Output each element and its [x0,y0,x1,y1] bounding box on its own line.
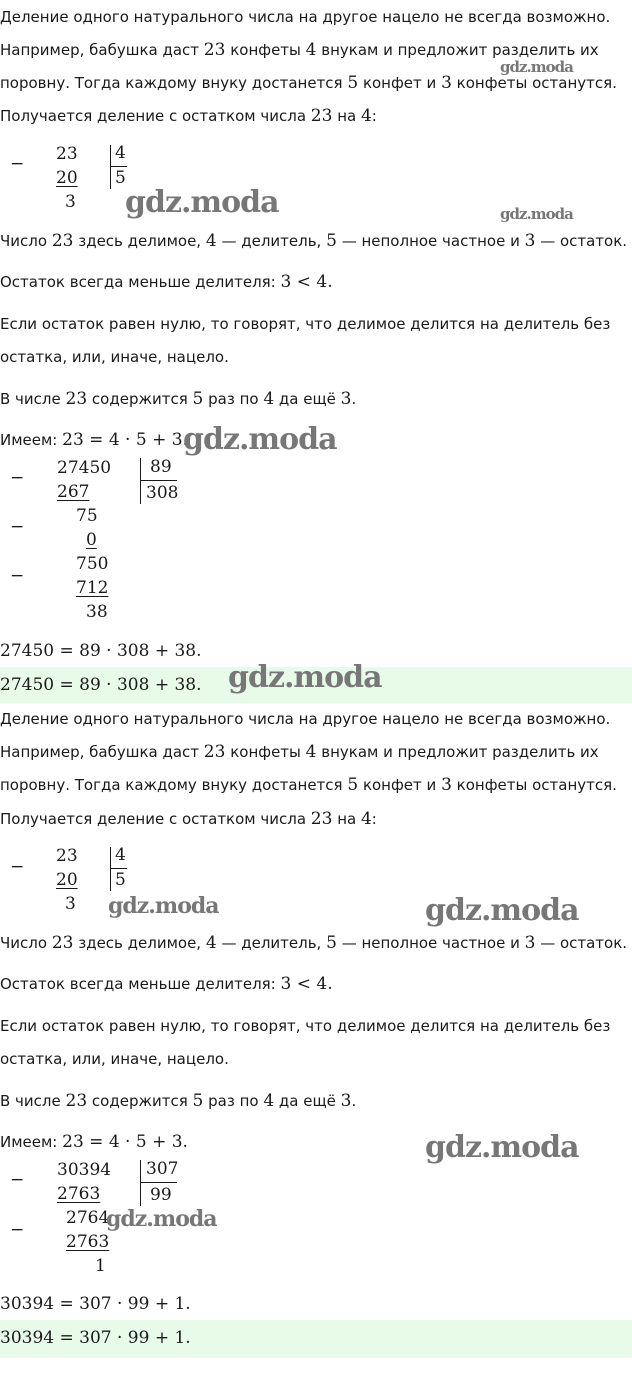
text-line: Если остаток равен нулю, то говорят, что делимое делится на делитель без [0,315,611,333]
division-bar [140,1160,141,1206]
subtrahend: 20 [56,870,78,890]
dividend: 23 [56,846,78,866]
result-equation-highlighted: 30394 = 307 · 99 + 1. [0,1328,191,1348]
subtrahend: 267 [57,482,90,502]
quotient: 99 [150,1185,172,1205]
remainder: 3 [65,894,76,914]
text-line: Остаток всегда меньше делителя: 3 < 4. [0,272,333,292]
quotient: 308 [146,483,179,503]
partial-remainder: 750 [76,554,109,574]
watermark: gdz.moda [108,893,219,919]
minus-sign: − [10,1170,25,1190]
division-bar [110,145,111,189]
result-equation: 27450 = 89 · 308 + 38. [0,641,202,661]
text-line: В числе 23 содержится 5 раз по 4 да ещё 3. [0,389,357,409]
watermark: gdz.moda [125,185,279,220]
division-bar [140,458,141,504]
text-line: Например, бабушка даст 23 конфеты 4 внукам и предложит разделить их [0,40,599,60]
subtrahend: 712 [76,578,109,598]
watermark: gdz.moda [106,1206,217,1232]
dividend: 23 [56,144,78,164]
watermark: gdz.moda [183,422,337,457]
divisor: 4 [115,845,126,865]
remainder: 3 [65,192,76,212]
text-line: Получается деление с остатком числа 23 на 4: [0,106,377,126]
dividend: 27450 [57,458,112,478]
text-line: Деление одного натурального числа на другое нацело не всегда возможно. [0,8,611,26]
result-equation: 30394 = 307 · 99 + 1. [0,1294,191,1314]
divisor-line [111,868,127,869]
minus-sign: − [10,154,25,174]
text-line: Число 23 здесь делимое, 4 — делитель, 5 — неполное частное и 3 — остаток. [0,933,628,953]
text-line: Если остаток равен нулю, то говорят, что делимое делится на делитель без [0,1017,611,1035]
watermark: gdz.moda [500,58,573,76]
minus-sign: − [10,566,25,586]
minus-sign: − [10,517,25,537]
subtrahend: 2763 [66,1232,110,1252]
divisor-line [141,480,177,481]
text-line: Деление одного натурального числа на другое нацело не всегда возможно. [0,710,611,728]
remainder: 38 [86,602,108,622]
divisor: 89 [150,457,172,477]
partial-remainder: 75 [76,506,98,526]
text-line: поровну. Тогда каждому внуку достанется 5 конфет и 3 конфеты останутся. [0,73,617,93]
watermark: gdz.moda [228,660,382,695]
text-line: Имеем: 23 = 4 · 5 + 3. [0,430,188,450]
subtrahend: 2763 [57,1184,101,1204]
text-line: В числе 23 содержится 5 раз по 4 да ещё 3. [0,1091,357,1111]
text-line: остатка, или, иначе, нацело. [0,1050,229,1068]
division-bar [110,847,111,891]
minus-sign: − [10,857,25,877]
text-line: поровну. Тогда каждому внуку достанется 5 конфет и 3 конфеты останутся. [0,775,617,795]
divisor-line [111,166,127,167]
result-equation-highlighted: 27450 = 89 · 308 + 38. [0,675,202,695]
subtrahend: 0 [86,530,97,550]
watermark: gdz.moda [425,893,579,928]
divisor-line [141,1182,177,1183]
remainder: 1 [95,1256,106,1276]
watermark: gdz.moda [500,205,573,223]
dividend: 30394 [57,1160,112,1180]
divisor: 307 [146,1159,179,1179]
text-line: Имеем: 23 = 4 · 5 + 3. [0,1132,188,1152]
quotient: 5 [115,870,126,890]
minus-sign: − [10,468,25,488]
text-line: Получается деление с остатком числа 23 на 4: [0,809,377,829]
watermark: gdz.moda [425,1130,579,1165]
divisor: 4 [115,143,126,163]
text-line: Остаток всегда меньше делителя: 3 < 4. [0,974,333,994]
text-line: остатка, или, иначе, нацело. [0,348,229,366]
minus-sign: − [10,1220,25,1240]
text-line: Число 23 здесь делимое, 4 — делитель, 5 — неполное частное и 3 — остаток. [0,231,628,251]
quotient: 5 [115,168,126,188]
text-line: Например, бабушка даст 23 конфеты 4 внукам и предложит разделить их [0,742,599,762]
subtrahend: 20 [56,168,78,188]
partial-remainder: 2764 [66,1208,110,1228]
